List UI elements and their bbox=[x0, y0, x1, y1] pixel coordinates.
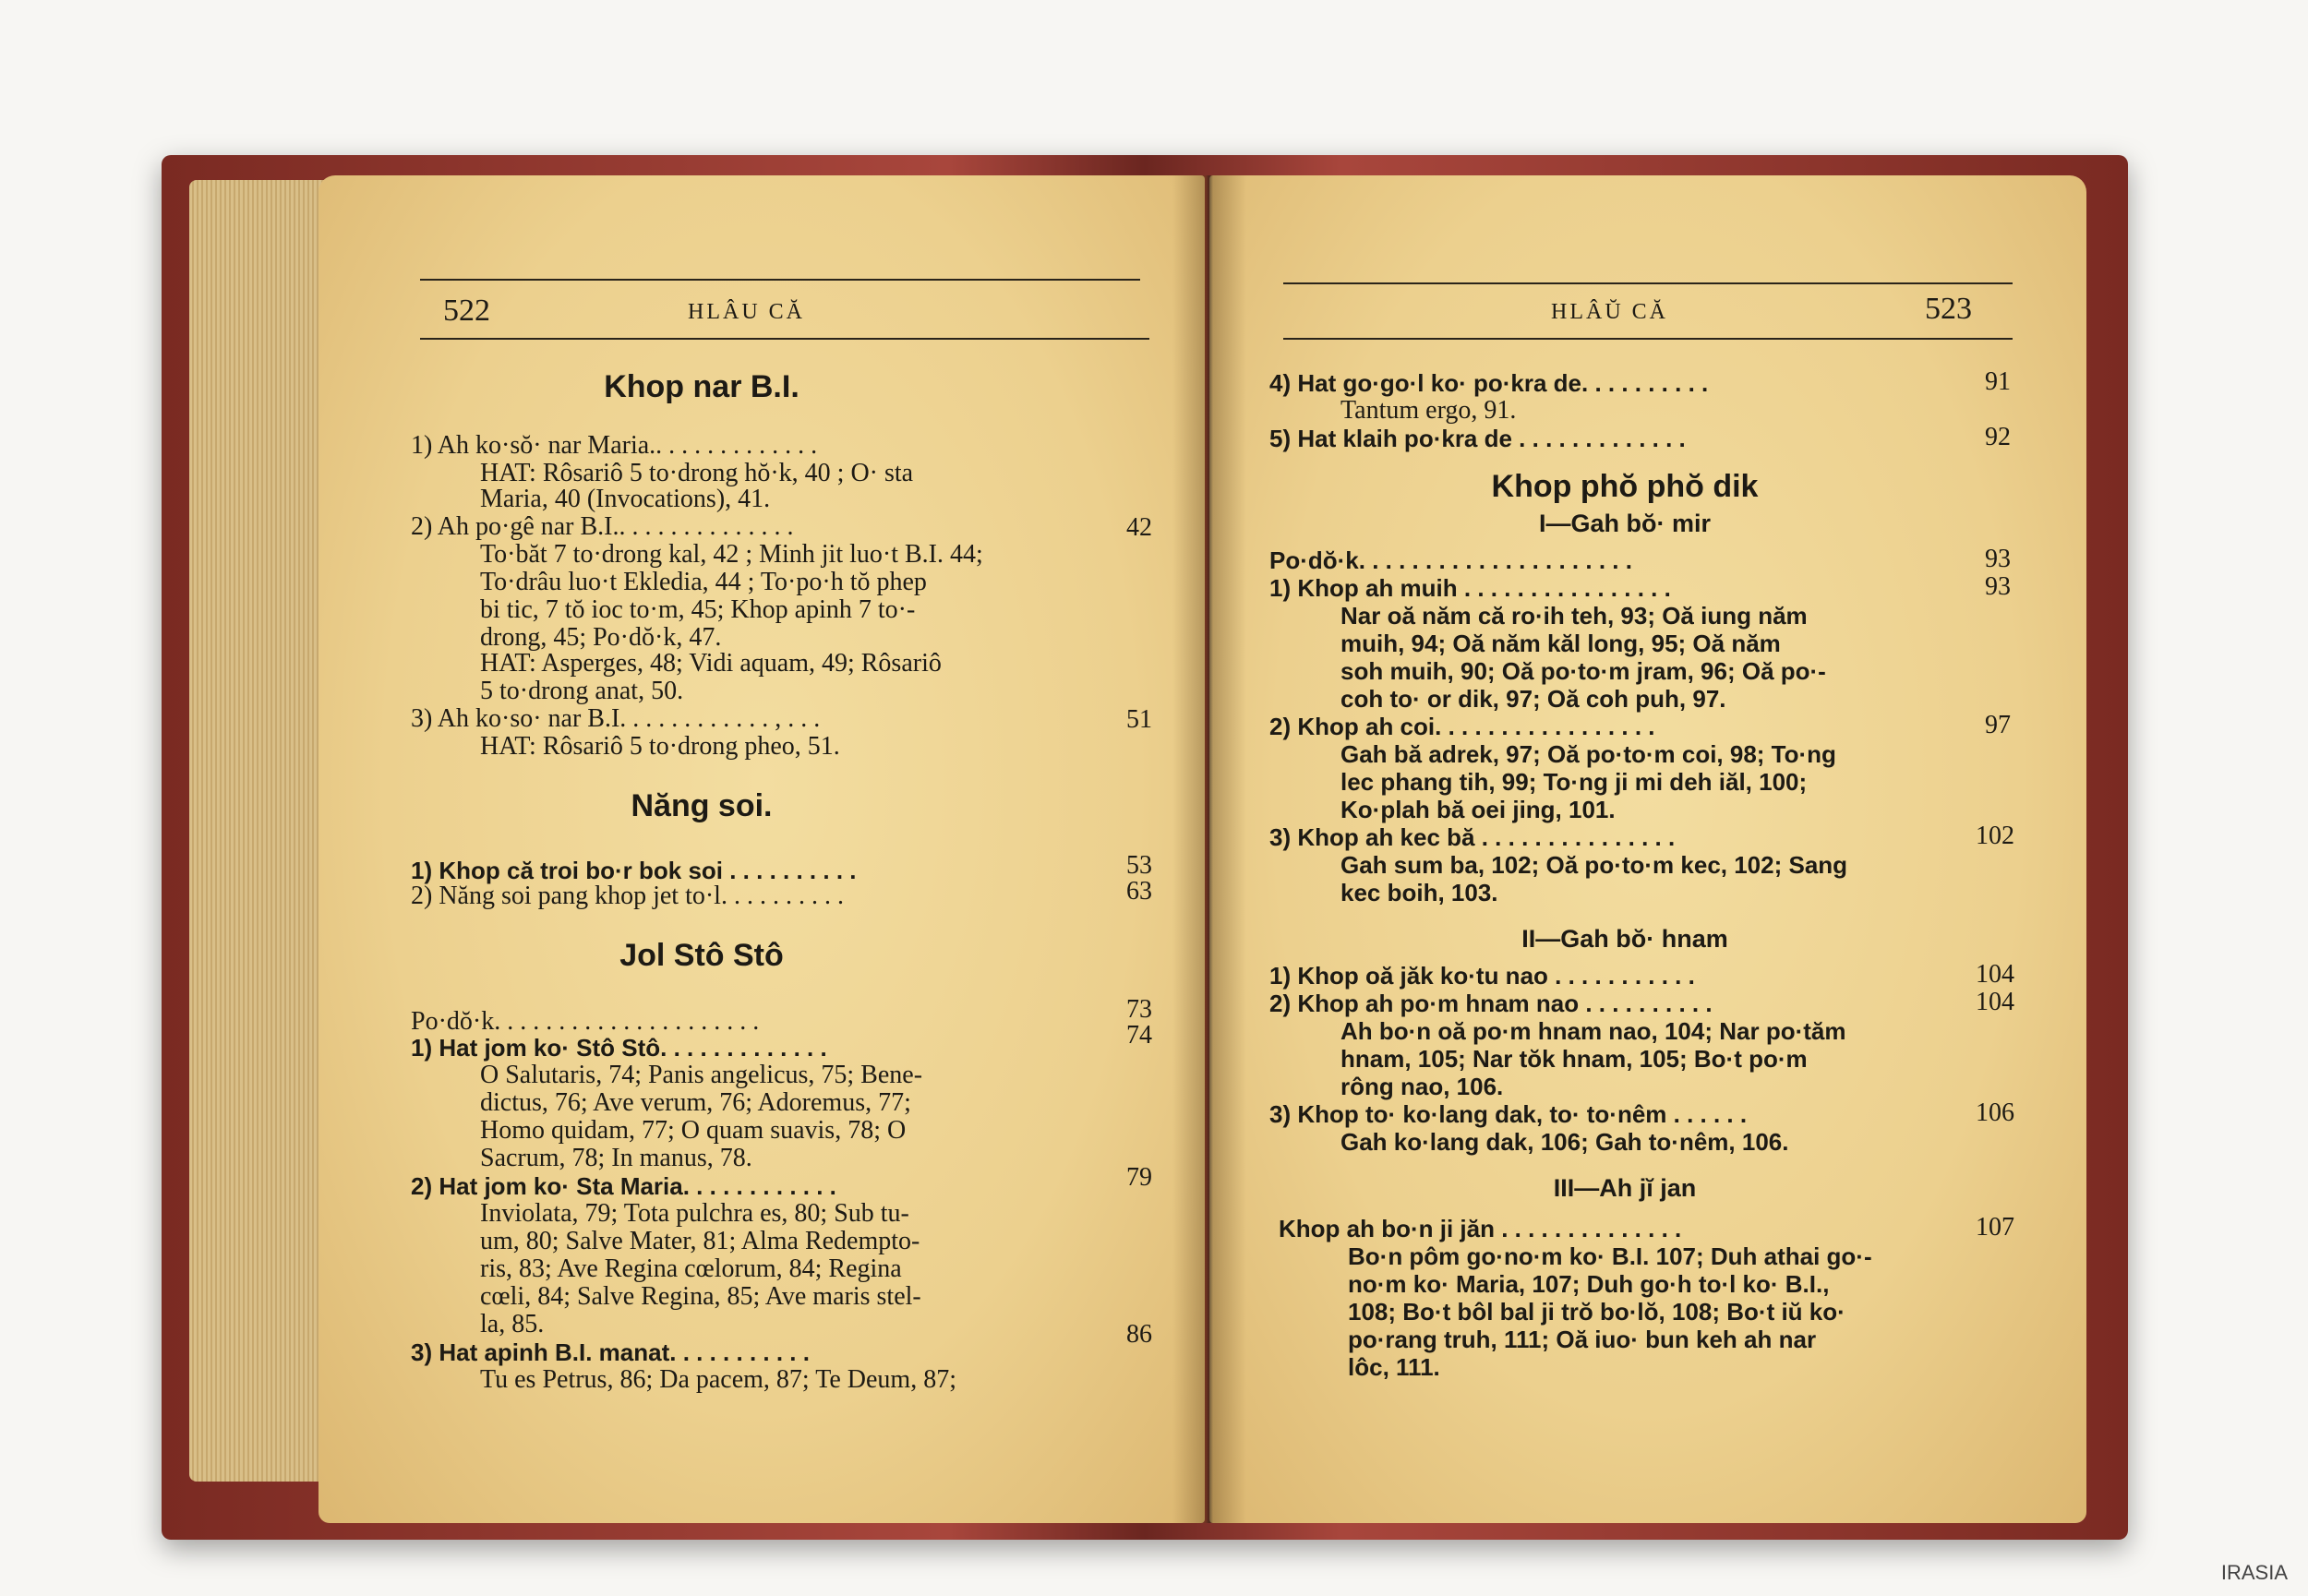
toc-page-number: 93 bbox=[1985, 572, 2011, 601]
toc-entry: 1) Khop oă jăk ko·tu nao . . . . . . . . . . . bbox=[1269, 962, 1695, 990]
toc-page-number: 53 bbox=[1126, 851, 1152, 880]
toc-detail: Ko·plah bă oei jing, 101. bbox=[1340, 796, 1616, 823]
toc-detail: ris, 83; Ave Regina cœlorum, 84; Regina bbox=[480, 1254, 902, 1283]
toc-detail: kec boih, 103. bbox=[1340, 879, 1498, 906]
section-title: Khop phŏ phŏ dik bbox=[1491, 469, 1759, 504]
toc-detail: um, 80; Salve Mater, 81; Alma Redempto- bbox=[480, 1227, 920, 1255]
toc-detail: muih, 94; Oă năm kăl long, 95; Oă năm bbox=[1340, 630, 1781, 657]
section-title: Khop nar B.I. bbox=[604, 369, 799, 404]
toc-detail: bi tic, 7 tŏ ioc to·m, 45; Khop apinh 7 to·- bbox=[480, 595, 916, 624]
page-number: 523 bbox=[1925, 292, 1972, 326]
toc-page-number: 92 bbox=[1985, 423, 2011, 451]
section-title: Năng soi. bbox=[631, 788, 773, 823]
toc-detail: Gah bă adrek, 97; Oă po·to·m coi, 98; To·ng bbox=[1340, 740, 1836, 768]
toc-page-number: 74 bbox=[1126, 1021, 1152, 1050]
toc-detail: Maria, 40 (Invocations), 41. bbox=[480, 485, 771, 513]
page-block-edge bbox=[189, 180, 328, 1482]
watermark: IRASIA bbox=[2220, 1561, 2288, 1584]
toc-entry: Po·dŏ·k. . . . . . . . . . . . . . . . . . . . . bbox=[1269, 546, 1632, 574]
toc-entry: 2) Năng soi pang khop jet to·l. . . . . . . . . . bbox=[411, 882, 844, 910]
toc-detail: no·m ko· Maria, 107; Duh go·h to·l ko· B.I., bbox=[1348, 1270, 1830, 1298]
toc-detail: Bo·n pôm go·no·m ko· B.I. 107; Duh athai go·- bbox=[1348, 1242, 1872, 1270]
toc-detail: drong, 45; Po·dŏ·k, 47. bbox=[480, 623, 722, 652]
toc-entry: 2) Ah po·gê nar B.I.. . . . . . . . . . . . . . bbox=[411, 512, 794, 541]
toc-detail: Tantum ergo, 91. bbox=[1340, 396, 1517, 425]
toc-entry: 3) Hat apinh B.I. manat. . . . . . . . . . . bbox=[411, 1338, 810, 1366]
toc-detail: dictus, 76; Ave verum, 76; Adoremus, 77; bbox=[480, 1088, 911, 1117]
book-gutter bbox=[1172, 175, 1246, 1523]
subsection-title: III—Ah jĭ jan bbox=[1553, 1174, 1697, 1202]
toc-detail: HAT: Asperges, 48; Vidi aquam, 49; Rôsariô bbox=[480, 649, 942, 678]
toc-detail: coh to· or dik, 97; Oă coh puh, 97. bbox=[1340, 685, 1726, 713]
toc-detail: rông nao, 106. bbox=[1340, 1073, 1504, 1100]
toc-detail: lôc, 111. bbox=[1348, 1353, 1440, 1381]
header-rule bbox=[420, 279, 1140, 281]
toc-detail: O Salutaris, 74; Panis angelicus, 75; Bene- bbox=[480, 1061, 923, 1089]
toc-entry: 3) Ah ko·so· nar B.I. . . . . . . . . . . . , . . . bbox=[411, 704, 821, 733]
toc-page-number: 91 bbox=[1985, 367, 2011, 396]
toc-detail: Homo quidam, 77; O quam suavis, 78; O bbox=[480, 1116, 907, 1145]
toc-entry: 1) Khop ah muih . . . . . . . . . . . . . . . . bbox=[1269, 574, 1671, 602]
toc-entry: 1) Khop că troi bo·r bok soi . . . . . . . . . . bbox=[411, 857, 857, 884]
right-page bbox=[1209, 175, 2086, 1523]
toc-detail: HAT: Rôsariô 5 to·drong pheo, 51. bbox=[480, 732, 840, 761]
subsection-title: I—Gah bŏ· mir bbox=[1538, 510, 1711, 537]
toc-page-number: 104 bbox=[1976, 960, 2014, 989]
header-rule bbox=[1283, 282, 2013, 284]
toc-detail: soh muih, 90; Oă po·to·m jram, 96; Oă po·- bbox=[1340, 657, 1826, 685]
toc-page-number: 42 bbox=[1126, 513, 1152, 542]
running-header: HLÂU CĂ bbox=[688, 300, 805, 324]
running-header: HLÂŬ CĂ bbox=[1551, 300, 1668, 324]
toc-detail: Tu es Petrus, 86; Da pacem, 87; Te Deum, 87; bbox=[480, 1365, 956, 1394]
toc-detail: Inviolata, 79; Tota pulchra es, 80; Sub tu- bbox=[480, 1199, 909, 1228]
toc-detail: Nar oă năm că ro·ih teh, 93; Oă iung năm bbox=[1340, 602, 1808, 630]
toc-entry: 2) Khop ah po·m hnam nao . . . . . . . . . . bbox=[1269, 990, 1713, 1017]
header-rule bbox=[1283, 338, 2013, 340]
toc-entry: 1) Hat jom ko· Stô Stô. . . . . . . . . . . . . bbox=[411, 1034, 827, 1062]
toc-page-number: 97 bbox=[1985, 711, 2011, 739]
toc-entry: 3) Khop ah kec bă . . . . . . . . . . . . . . . bbox=[1269, 823, 1676, 851]
toc-page-number: 73 bbox=[1126, 995, 1152, 1024]
toc-detail: Ah bo·n oă po·m hnam nao, 104; Nar po·tăm bbox=[1340, 1017, 1846, 1045]
toc-entry: 3) Khop to· ko·lang dak, to· to·nêm . . . . . . bbox=[1269, 1100, 1748, 1128]
toc-page-number: 93 bbox=[1985, 545, 2011, 573]
toc-detail: HAT: Rôsariô 5 to·drong hŏ·k, 40 ; O· sta bbox=[480, 459, 914, 487]
toc-detail: lec phang tih, 99; To·ng ji mi deh iăl, 100; bbox=[1340, 768, 1808, 796]
toc-detail: 108; Bo·t bôl bal ji trŏ bo·lŏ, 108; Bo·t iŭ ko· bbox=[1348, 1298, 1845, 1326]
toc-page-number: 106 bbox=[1976, 1098, 2014, 1127]
toc-detail: cœli, 84; Salve Regina, 85; Ave maris stel- bbox=[480, 1282, 921, 1311]
toc-page-number: 51 bbox=[1126, 705, 1152, 734]
left-page bbox=[319, 175, 1205, 1523]
toc-page-number: 102 bbox=[1976, 822, 2014, 850]
toc-entry: 2) Khop ah coi. . . . . . . . . . . . . . . . . bbox=[1269, 713, 1655, 740]
toc-page-number: 107 bbox=[1976, 1213, 2014, 1242]
toc-page-number: 104 bbox=[1976, 988, 2014, 1016]
toc-entry: 1) Ah ko·sŏ· nar Maria.. . . . . . . . . . . . . bbox=[411, 431, 818, 460]
toc-detail: 5 to·drong anat, 50. bbox=[480, 677, 684, 705]
toc-entry: Po·dŏ·k. . . . . . . . . . . . . . . . . . . . . bbox=[411, 1007, 760, 1036]
subsection-title: II—Gah bŏ· hnam bbox=[1521, 925, 1728, 953]
toc-detail: To·băt 7 to·drong kal, 42 ; Minh jit luo·t B.I. 44; bbox=[480, 540, 983, 569]
toc-detail: po·rang truh, 111; Oă iuo· bun keh ah nar bbox=[1348, 1326, 1817, 1353]
toc-page-number: 86 bbox=[1126, 1320, 1152, 1349]
toc-detail: la, 85. bbox=[480, 1310, 545, 1338]
toc-entry: 4) Hat go·go·l ko· po·kra de. . . . . . . . . . bbox=[1269, 369, 1709, 397]
toc-page-number: 79 bbox=[1126, 1163, 1152, 1192]
toc-detail: Gah sum ba, 102; Oă po·to·m kec, 102; Sang bbox=[1340, 851, 1848, 879]
toc-detail: Gah ko·lang dak, 106; Gah to·nêm, 106. bbox=[1340, 1128, 1789, 1156]
toc-entry: Khop ah bo·n ji jăn . . . . . . . . . . . . . . bbox=[1279, 1215, 1682, 1242]
section-title: Jol Stô Stô bbox=[619, 938, 784, 973]
toc-page-number: 63 bbox=[1126, 877, 1152, 906]
toc-detail: Sacrum, 78; In manus, 78. bbox=[480, 1144, 752, 1172]
toc-detail: To·drâu luo·t Ekledia, 44 ; To·po·h tŏ phep bbox=[480, 568, 927, 596]
toc-detail: hnam, 105; Nar tŏk hnam, 105; Bo·t po·m bbox=[1340, 1045, 1808, 1073]
toc-entry: 5) Hat klaih po·kra de . . . . . . . . . . . . . bbox=[1269, 425, 1686, 452]
header-rule bbox=[420, 338, 1149, 340]
toc-entry: 2) Hat jom ko· Sta Maria. . . . . . . . . . . . bbox=[411, 1172, 836, 1200]
page-number: 522 bbox=[443, 294, 490, 328]
